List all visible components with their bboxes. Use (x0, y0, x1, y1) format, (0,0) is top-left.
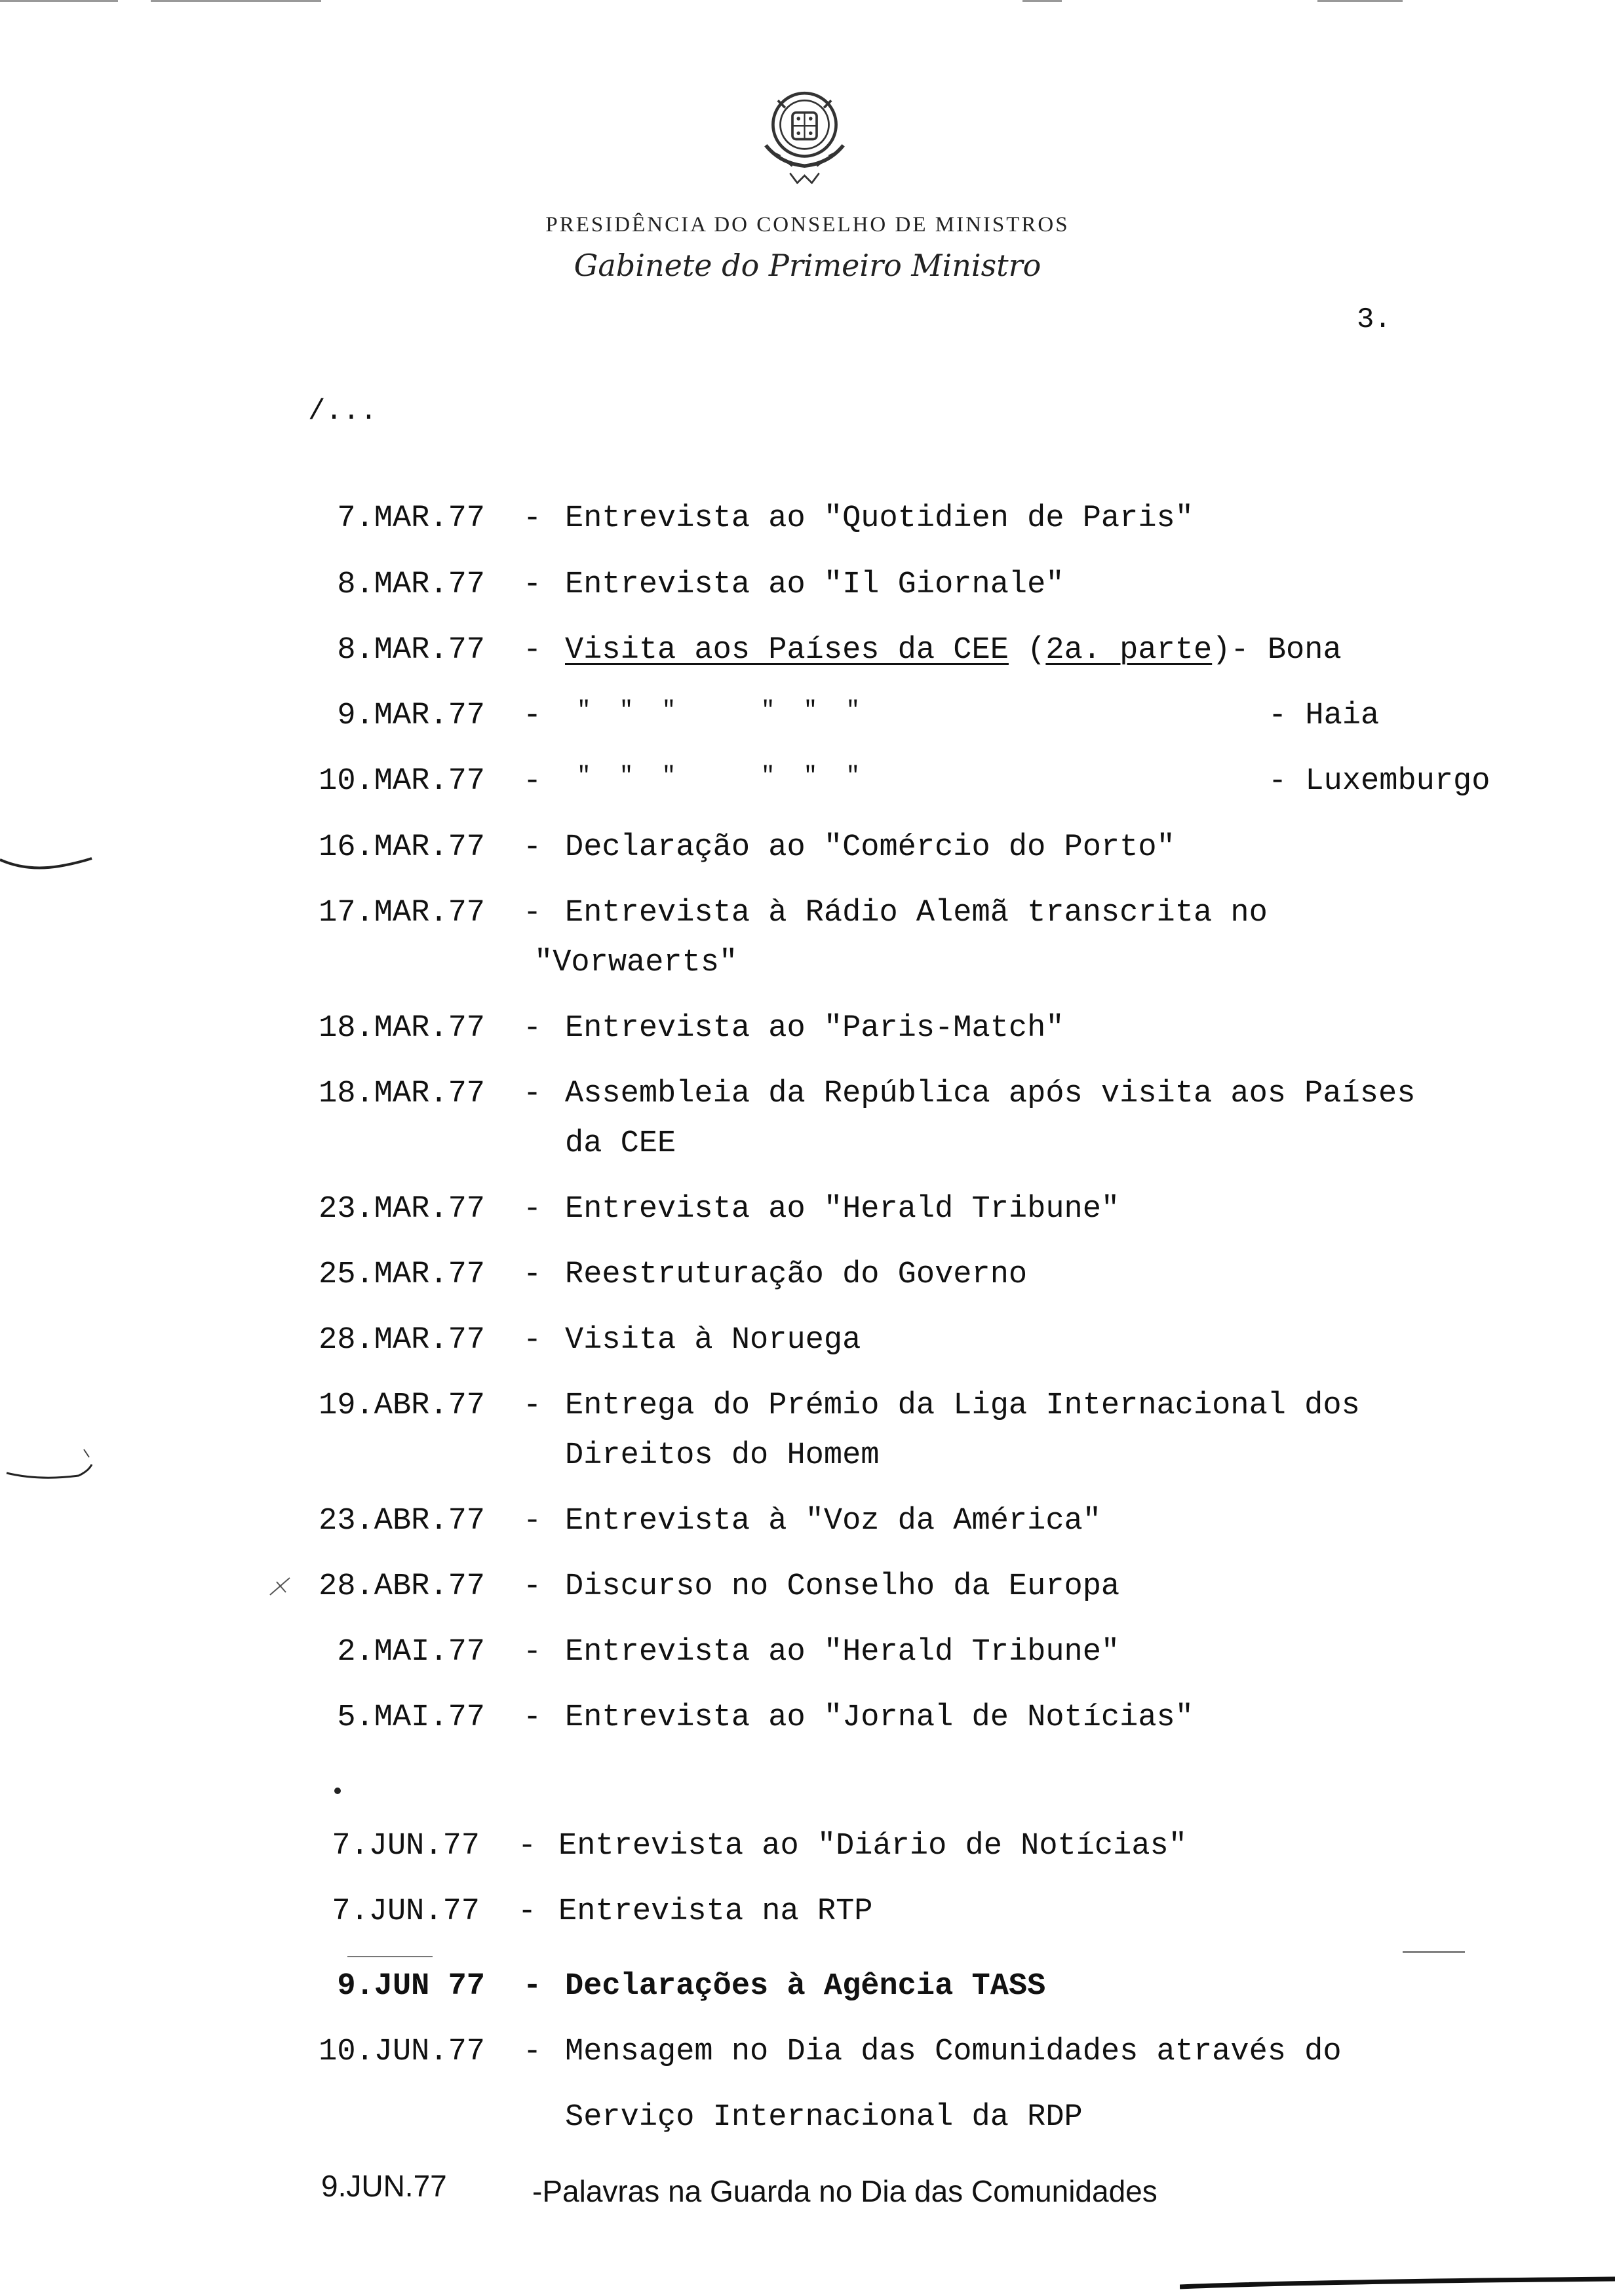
entry-dash: - (523, 764, 542, 799)
entry-dash: - (523, 1504, 542, 1539)
scan-edge (0, 0, 118, 2)
ditto-marks: " " " " " " (577, 763, 861, 790)
entry-date: 19.ABR.77 (319, 1388, 485, 1423)
entry-text: Entrevista ao "Herald Tribune" (565, 1635, 1120, 1670)
entry-dash: - (518, 1894, 537, 1929)
entry-text: Entrevista ao "Jornal de Notícias" (565, 1700, 1194, 1735)
scan-edge (1180, 2267, 1615, 2296)
entry-text-underlined: 2a. parte (1045, 633, 1213, 668)
entry-date: 23.ABR.77 (319, 1504, 485, 1539)
entry-dash: - (523, 1635, 542, 1670)
entry-text: Entrevista ao "Il Giornale" (565, 567, 1064, 602)
entry-date: 10.JUN.77 (319, 2035, 485, 2069)
entry-date: 5.MAI.77 (337, 1700, 485, 1735)
entry-dash: - (523, 567, 542, 602)
entry-dash: - (523, 1011, 542, 1046)
entry-dash: - (523, 896, 542, 930)
entry-date: 28.MAR.77 (319, 1323, 485, 1358)
margin-stroke (0, 1442, 98, 1487)
scan-edge (151, 0, 321, 2)
margin-stroke (0, 845, 98, 885)
entry-dash: - (523, 1257, 542, 1292)
entry-dash: - (523, 2035, 542, 2069)
entry-text: Visita aos Países da CEE (2a. parte)- Bona (565, 633, 1342, 668)
entry-dash: - (523, 501, 542, 536)
entry-text: Entrevista ao "Herald Tribune" (565, 1192, 1120, 1227)
entry-text: Entrevista à Rádio Alemã transcrita no (565, 896, 1268, 930)
office-subtitle: Gabinete do Primeiro Ministro (574, 248, 1041, 283)
entry-place: - Haia (1268, 698, 1380, 733)
entry-date: 18.MAR.77 (319, 1011, 485, 1046)
entry-dash: - (523, 1569, 542, 1604)
entry-dash: - (523, 1323, 542, 1358)
entry-text: Entrega do Prémio da Liga Internacional dos (565, 1388, 1360, 1423)
separator-dot (334, 1788, 341, 1794)
entry-date: 25.MAR.77 (319, 1257, 485, 1292)
office-title: PRESIDÊNCIA DO CONSELHO DE MINISTROS (545, 213, 1070, 237)
entry-text: Declarações à Agência TASS (565, 1969, 1046, 2004)
entry-text: Assembleia da República após visita aos Países (565, 1077, 1416, 1111)
entry-dash: - (523, 698, 542, 733)
entry-date: 10.MAR.77 (319, 764, 485, 799)
entry-dash: - (523, 1192, 542, 1227)
continuation-mark: /... (308, 395, 378, 428)
entry-place: - Luxemburgo (1268, 764, 1490, 799)
entry-date: 7.MAR.77 (337, 501, 485, 536)
entry-text-continued: da CEE (565, 1126, 676, 1161)
entry-text: Entrevista ao "Paris-Match" (565, 1011, 1064, 1046)
entry-dash: - (523, 633, 542, 668)
entry-text: Entrevista na RTP (558, 1894, 873, 1929)
scan-edge (1317, 0, 1403, 2)
entry-date: 9.MAR.77 (337, 698, 485, 733)
entry-dash: - (523, 1077, 542, 1111)
entry-date: 23.MAR.77 (319, 1192, 485, 1227)
page-number: 3. (1357, 303, 1391, 336)
coat-of-arms-seal (744, 79, 865, 200)
entry-place: Bona (1267, 633, 1342, 668)
entry-date: 9.JUN.77 (321, 2169, 447, 2203)
entry-text: Entrevista à "Voz da América" (565, 1504, 1101, 1539)
faint-rule (347, 1956, 433, 1957)
scan-edge (1022, 0, 1062, 2)
entry-dash: - (523, 1700, 542, 1735)
entry-text: Visita à Noruega (565, 1323, 861, 1358)
entry-date: 9.JUN 77 (337, 1969, 485, 2004)
entry-text: Discurso no Conselho da Europa (565, 1569, 1120, 1604)
entry-date: 7.JUN.77 (332, 1894, 480, 1929)
entry-text: Reestruturação do Governo (565, 1257, 1028, 1292)
entry-text: -Palavras na Guarda no Dia das Comunidades (532, 2174, 1158, 2208)
entry-text-continued: Serviço Internacional da RDP (565, 2100, 1083, 2135)
entry-text-continued: Direitos do Homem (565, 1438, 880, 1473)
entry-text: Entrevista ao "Diário de Notícias" (558, 1829, 1187, 1864)
entry-text-continued: "Vorwaerts" (534, 946, 738, 980)
entry-date: 16.MAR.77 (319, 830, 485, 865)
entry-text: Mensagem no Dia das Comunidades através do (565, 2035, 1342, 2069)
entry-date: 8.MAR.77 (337, 567, 485, 602)
entry-date: 8.MAR.77 (337, 633, 485, 668)
entry-date: 2.MAI.77 (337, 1635, 485, 1670)
entry-date: 18.MAR.77 (319, 1077, 485, 1111)
entry-date: 17.MAR.77 (319, 896, 485, 930)
entry-date: 7.JUN.77 (332, 1829, 480, 1864)
ditto-marks: " " " " " " (577, 697, 861, 724)
entry-text: Entrevista ao "Quotidien de Paris" (565, 501, 1194, 536)
entry-dash: - (523, 1388, 542, 1423)
faint-rule (1403, 1951, 1465, 1953)
entry-dash: - (523, 830, 542, 865)
entry-text: Declaração ao "Comércio do Porto" (565, 830, 1175, 865)
margin-cross (267, 1573, 294, 1599)
entry-date: 28.ABR.77 (319, 1569, 485, 1604)
entry-dash: - (518, 1829, 537, 1864)
entry-text-underlined: Visita aos Países da CEE (565, 633, 1009, 668)
entry-dash: - (523, 1969, 542, 2004)
